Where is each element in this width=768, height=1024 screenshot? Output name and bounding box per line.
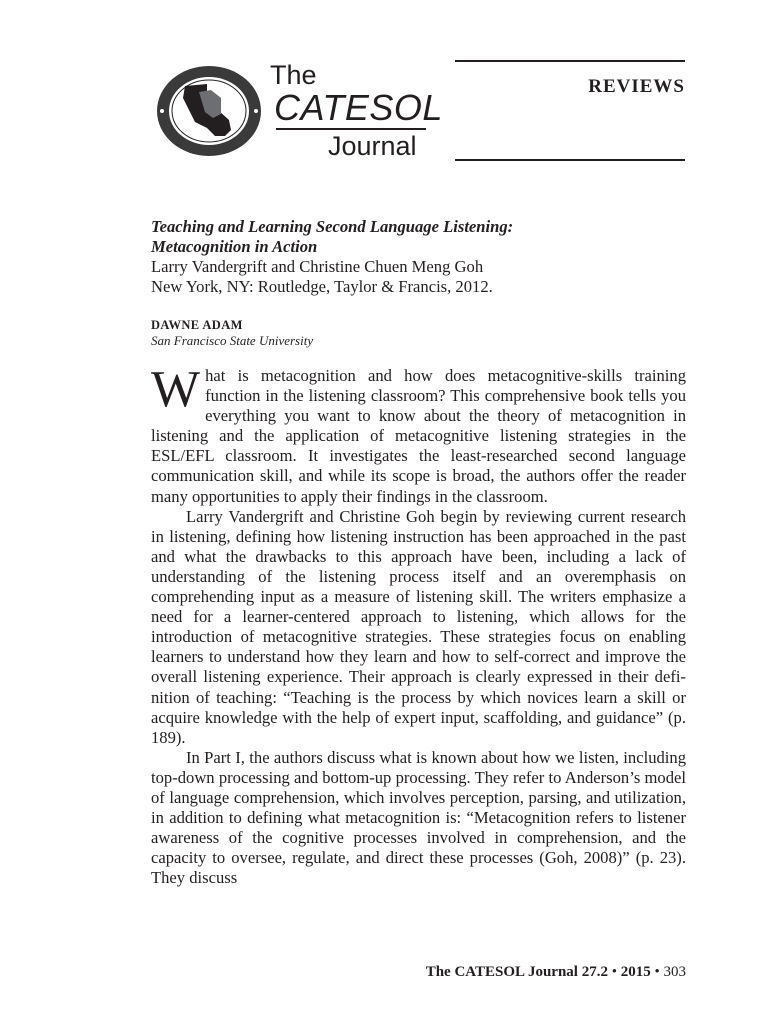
catesol-seal-logo (155, 64, 263, 158)
masthead-the: The (270, 60, 317, 90)
section-label: REVIEWS (588, 76, 685, 97)
footer-bullet-1: • (607, 964, 621, 980)
book-authors: Larry Vandergrift and Christine Chuen Meng Goh (151, 257, 484, 276)
book-title-line1: Teaching and Learning Second Language Listening: (151, 217, 514, 236)
review-body (151, 361, 686, 888)
footer-page-number: 303 (663, 964, 686, 980)
footer-year: 2015 (620, 964, 651, 980)
book-info (151, 217, 691, 297)
footer-journal: The CATESOL Journal 27.2 (425, 964, 608, 980)
reviewer-block (151, 317, 551, 349)
masthead-journal: Journal (328, 131, 417, 161)
reviewer-affiliation: San Francisco State University (151, 333, 314, 348)
paragraph-3: In Part I, the authors discuss what is known about how we listen, including top-down processing and bottom-up processing. They refer to Anderson’s model of language comprehension, which involves perception, parsing, and utilization, in addition to defining what metacognition is: “Metacognition refers to listener awareness of the cognitive processes involved in comprehension, and the capacity to oversee, regulate, and direct these processes (Goh, 2008)” (p. 23). They discuss (151, 747, 686, 888)
masthead-underline (276, 128, 426, 130)
header-rule-bottom (455, 159, 685, 161)
footer-bullet-2: • (650, 964, 664, 980)
paragraph-2: Larry Vandergrift and Christine Goh begin by reviewing current research in listening, defining how listening instruction has been approached in the past and what the drawbacks to this approach have been, including a lack of understanding of the listening process itself and an overemphasis on comprehending input as a measure of listening skill. The writers emphasize a need for a learner-centered approach to listening, which allows for the introduction of metacognitive strategies. These strategies focus on enabling learners to understand how they learn and how to self-correct and improve the overall listening experience. Their approach is clearly expressed in their definition of teaching: “Teaching is the process by which novices learn a skill or acquire knowledge with the help of expert input, scaffolding, and guidance” (p. 189). (151, 506, 686, 747)
book-title-line2: Metacognition in Action (151, 237, 318, 256)
drop-cap: W (151, 361, 201, 418)
reviewer-name: DAWNE ADAM (151, 318, 243, 332)
paragraph-1-text: hat is metacognition and how does metacognitive-skills training function in the listening classroom? This comprehensive book tells you everything you want to know about the theory of metacognition in listening and the application of metacognitive listening strategies in the ESL/EFL classroom. It investigates the least-researched second language communication skill, and while its scope is broad, the authors offer the reader many opportunities to apply their findings in the classroom. (151, 366, 686, 506)
header-rule-top (455, 60, 685, 62)
masthead-catesol: CATESOL (274, 87, 443, 128)
book-publisher: New York, NY: Routledge, Taylor & Francis, 2012. (151, 277, 493, 296)
page-footer (426, 963, 686, 981)
paragraph-1 (151, 361, 686, 507)
